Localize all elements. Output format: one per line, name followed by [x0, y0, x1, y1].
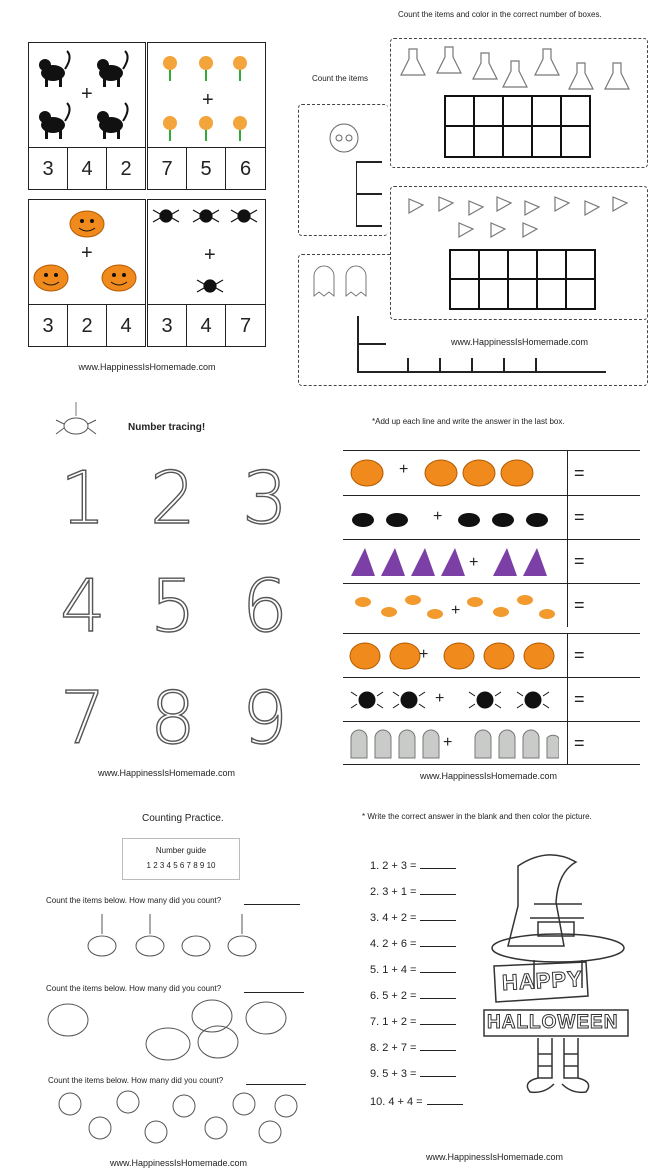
addition-row-spiders — [343, 677, 640, 721]
addition-row-hats — [343, 539, 640, 583]
ten-frame-partial — [356, 160, 386, 230]
zombie-icon — [324, 118, 364, 158]
pumpkin-icons — [349, 455, 539, 491]
zombie-outline-icons — [56, 1090, 306, 1146]
sign-bottom-text: HALLOWEEN — [487, 1012, 619, 1033]
trace-digit[interactable]: 7 — [60, 676, 106, 760]
side-label: Count the items — [312, 74, 369, 83]
spider-outline-icons — [74, 914, 274, 966]
witch-hat-icons — [349, 544, 559, 580]
equals-sign: = — [574, 507, 585, 527]
guide-numbers: 1 2 3 4 5 6 7 8 9 10 — [146, 861, 216, 870]
plus-sign: + — [435, 690, 445, 707]
card-pumpkins — [28, 199, 146, 347]
sign-top-text: HAPPY — [501, 965, 584, 996]
answer-blank[interactable] — [420, 884, 456, 895]
card-cats — [28, 42, 146, 190]
plus-sign: + — [81, 83, 93, 105]
plus-sign: + — [433, 508, 443, 525]
addition-row-cats — [343, 495, 640, 539]
answer-option[interactable]: 4 — [120, 314, 132, 337]
answer-option[interactable]: 2 — [120, 157, 132, 180]
answer-option[interactable]: 5 — [187, 148, 226, 190]
question-text: Count the items below. How many did you count? — [46, 984, 222, 993]
pumpkin-icons — [349, 638, 559, 674]
spider-icons — [349, 682, 559, 718]
problem-text: 7. 1 + 2 = — [370, 1016, 417, 1028]
spider-icon — [54, 402, 100, 442]
addition-row-candy — [343, 583, 640, 627]
addition-row-pumpkins — [343, 451, 640, 495]
plus-sign: + — [443, 734, 453, 751]
answer-blank[interactable] — [420, 988, 456, 999]
instruction-text: *Add up each line and write the answer in the last box. — [372, 417, 565, 426]
equals-sign: = — [574, 732, 585, 753]
plus-sign: + — [419, 646, 429, 663]
trace-digit[interactable]: 1 — [60, 456, 106, 540]
answer-blank[interactable] — [420, 1040, 456, 1051]
card-lollipops — [147, 42, 266, 190]
counting-card-potions — [390, 38, 648, 168]
answer-option[interactable]: 2 — [68, 305, 107, 347]
problem-text: 3. 4 + 2 = — [370, 912, 417, 924]
tombstone-icons — [349, 726, 559, 762]
plus-sign: + — [202, 89, 214, 111]
answer-option[interactable]: 7 — [148, 148, 187, 190]
instruction-text: Count the items and color in the correct number of boxes. — [398, 10, 602, 19]
question-text: Count the items below. How many did you count? — [46, 896, 222, 905]
instruction-text: * Write the correct answer in the blank and then color the picture. — [362, 812, 592, 821]
answer-blank[interactable] — [427, 1094, 463, 1105]
answer-blank[interactable] — [244, 992, 304, 993]
equals-sign: = — [574, 689, 585, 709]
trace-digit[interactable]: 6 — [242, 564, 288, 648]
equals-sign: = — [574, 462, 585, 483]
answer-option[interactable]: 3 — [29, 148, 68, 190]
answer-blank[interactable] — [420, 1066, 456, 1077]
number-guide-box — [122, 838, 240, 880]
equals-sign: = — [574, 595, 585, 615]
equals-sign: = — [574, 551, 585, 571]
guide-title: Number guide — [155, 846, 207, 855]
answer-option[interactable]: 4 — [187, 305, 226, 347]
answer-blank[interactable] — [246, 1084, 306, 1085]
trace-digit[interactable]: 3 — [242, 456, 288, 540]
answer-blank[interactable] — [420, 936, 456, 947]
problem-text: 4. 2 + 6 = — [370, 938, 417, 950]
footer-url[interactable]: www.HappinessIsHomemade.com — [451, 337, 589, 347]
footer-url[interactable]: www.HappinessIsHomemade.com — [420, 771, 558, 781]
equals-sign: = — [574, 645, 585, 665]
ten-frame-grid[interactable] — [444, 95, 592, 159]
problem-text: 8. 2 + 7 = — [370, 1042, 417, 1054]
footer-url[interactable]: www.HappinessIsHomemade.com — [78, 362, 216, 372]
ghost-icon — [308, 262, 378, 302]
problem-text: 10. 4 + 4 = — [370, 1096, 423, 1108]
answer-option[interactable]: 3 — [29, 305, 68, 347]
answer-option[interactable]: 4 — [68, 148, 107, 190]
plus-sign: + — [81, 242, 93, 264]
trace-digit[interactable]: 4 — [60, 564, 106, 648]
plus-sign: + — [399, 461, 409, 478]
potion-icons — [399, 43, 639, 93]
footer-url[interactable]: www.HappinessIsHomemade.com — [110, 1158, 248, 1168]
page-title: Number tracing! — [128, 422, 206, 433]
ten-frame-grid[interactable] — [449, 249, 597, 311]
problem-text: 5. 1 + 4 = — [370, 964, 417, 976]
footer-url[interactable]: www.HappinessIsHomemade.com — [98, 768, 236, 778]
cat-icons — [349, 502, 559, 536]
page-title: Counting Practice. — [142, 813, 224, 824]
answer-blank[interactable] — [420, 1014, 456, 1025]
trace-digit[interactable]: 5 — [150, 564, 196, 648]
problem-text: 2. 3 + 1 = — [370, 886, 417, 898]
answer-blank[interactable] — [244, 904, 300, 905]
answer-blank[interactable] — [420, 858, 456, 869]
plus-sign: + — [204, 244, 216, 266]
addition-row-jackolanterns — [343, 633, 640, 677]
answer-option[interactable]: 7 — [239, 314, 252, 337]
trace-digit[interactable]: 2 — [150, 456, 196, 540]
footer-url[interactable]: www.HappinessIsHomemade.com — [426, 1152, 564, 1162]
answer-option[interactable]: 3 — [148, 305, 187, 347]
problem-text: 6. 5 + 2 = — [370, 990, 417, 1002]
trace-digit[interactable]: 9 — [242, 676, 288, 760]
problem-text: 9. 5 + 3 = — [370, 1068, 417, 1080]
plus-sign: + — [451, 602, 461, 619]
answer-blank[interactable] — [420, 910, 456, 921]
pumpkin-outline-icons — [44, 996, 294, 1064]
problem-text: 1. 2 + 3 = — [370, 860, 417, 872]
plus-sign: + — [469, 554, 479, 571]
candycorn-icons — [399, 191, 639, 251]
card-spiders — [147, 199, 266, 347]
answer-blank[interactable] — [420, 962, 456, 973]
trace-digit[interactable]: 8 — [150, 676, 196, 760]
answer-option[interactable]: 6 — [239, 157, 252, 180]
question-text: Count the items below. How many did you count? — [48, 1076, 224, 1085]
counting-card-candycorn — [390, 186, 648, 320]
addition-row-tombstones — [343, 721, 640, 765]
